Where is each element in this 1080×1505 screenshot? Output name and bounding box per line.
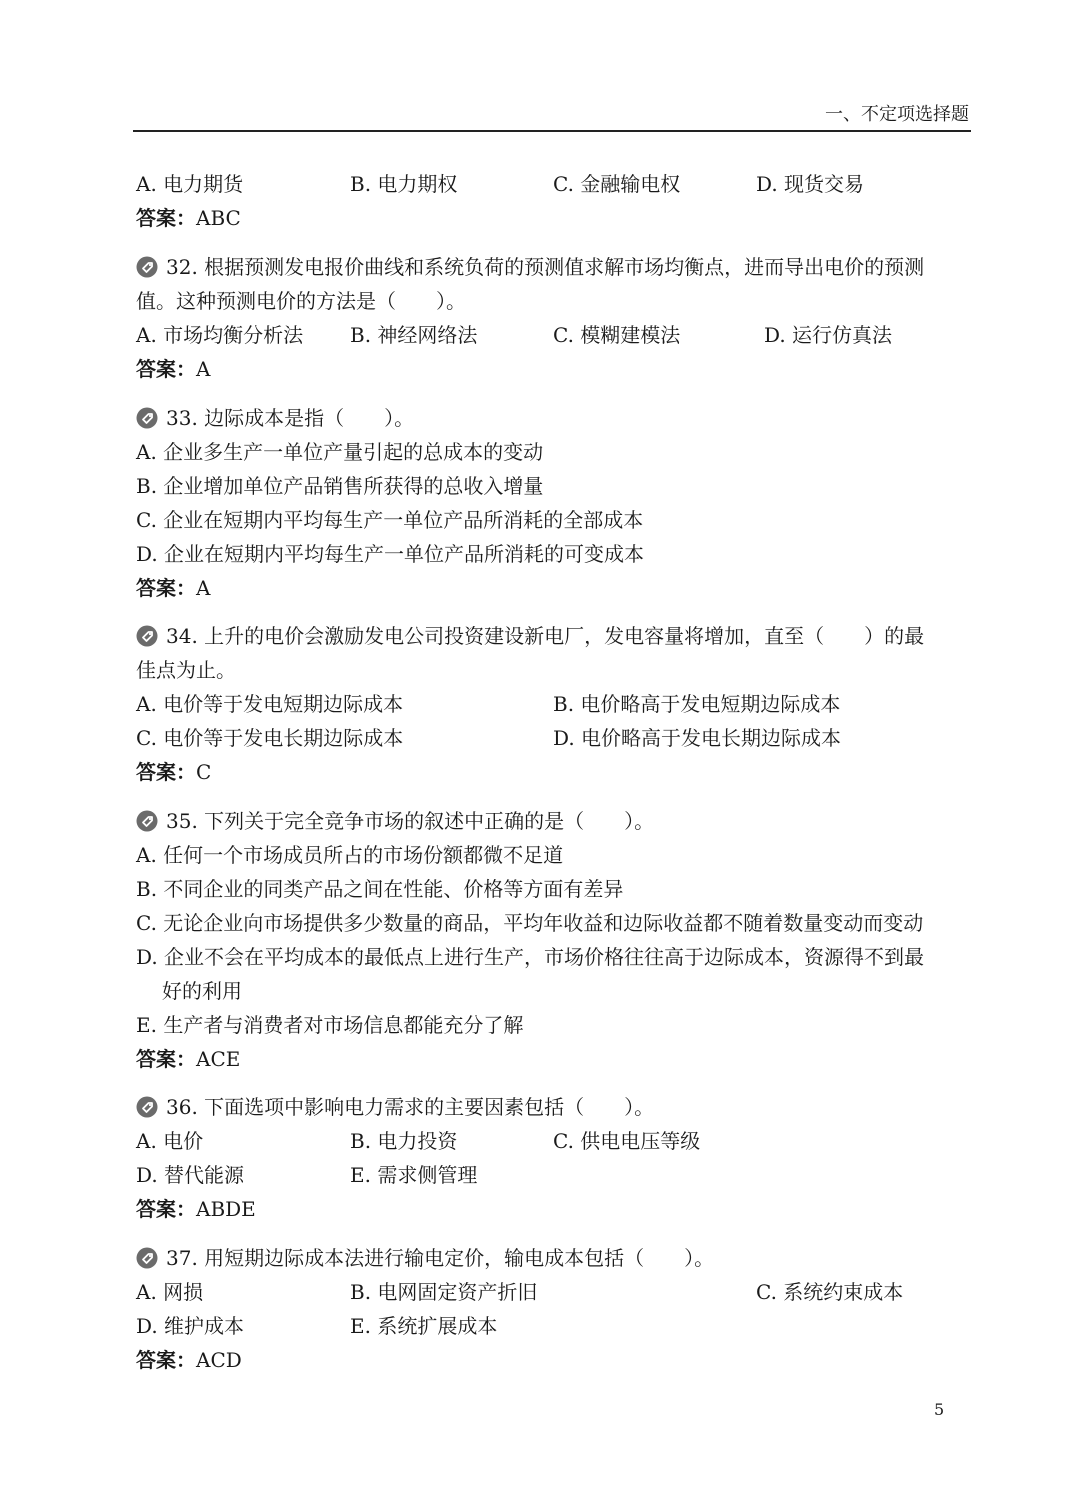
q36-option-a: A. 电价 <box>136 1129 204 1153</box>
question-tag-icon <box>136 407 158 429</box>
answer-value: ABDE <box>196 1197 256 1221</box>
q37-option-c: C. 系统约束成本 <box>756 1280 904 1304</box>
q34-option-d: D. 电价略高于发电长期边际成本 <box>553 726 842 750</box>
q36-option-d: D. 替代能源 <box>136 1163 245 1187</box>
q33-line1: 33. 边际成本是指（ ）。 <box>166 406 415 430</box>
q31-option-d: D. 现货交易 <box>756 172 865 196</box>
q34-line1: 34. 上升的电价会激励发电公司投资建设新电厂，发电容量将增加，直至（ ）的最 <box>166 624 925 648</box>
page-header <box>133 100 971 132</box>
question-tag-icon <box>136 625 158 647</box>
q35-option-d-cont: 好的利用 <box>162 979 242 1003</box>
q35-stem <box>136 807 654 835</box>
question-tag-icon <box>136 1247 158 1269</box>
q32-option-d: D. 运行仿真法 <box>764 323 893 347</box>
q36-option-b: B. 电力投资 <box>350 1129 458 1153</box>
q37-line1: 37. 用短期边际成本法进行输电定价，输电成本包括（ ）。 <box>166 1246 715 1270</box>
q36-answer <box>136 1195 256 1223</box>
question-tag-icon <box>136 256 158 278</box>
page-number: 5 <box>934 1400 945 1419</box>
q36-option-e: E. 需求侧管理 <box>350 1163 478 1187</box>
q33-option-c: C. 企业在短期内平均每生产一单位产品所消耗的全部成本 <box>136 508 644 532</box>
answer-value: ABC <box>196 206 241 230</box>
q35-option-a: A. 任何一个市场成员所占的市场份额都微不足道 <box>136 843 564 867</box>
q36-option-c: C. 供电电压等级 <box>553 1129 701 1153</box>
q37-option-d: D. 维护成本 <box>136 1314 245 1338</box>
q32-option-a: A. 市场均衡分析法 <box>136 323 304 347</box>
answer-label: 答案： <box>136 206 196 230</box>
q33-option-d: D. 企业在短期内平均每生产一单位产品所消耗的可变成本 <box>136 542 645 566</box>
answer-label: 答案： <box>136 760 196 784</box>
q35-option-b: B. 不同企业的同类产品之间在性能、价格等方面有差异 <box>136 877 624 901</box>
q32-line2: 值。这种预测电价的方法是（ ）。 <box>136 289 466 313</box>
q32-stem <box>136 253 924 281</box>
q32-option-b: B. 神经网络法 <box>350 323 478 347</box>
q32-line1: 32. 根据预测发电报价曲线和系统负荷的预测值求解市场均衡点，进而导出电价的预测 <box>166 255 925 279</box>
q35-line1: 35. 下列关于完全竞争市场的叙述中正确的是（ ）。 <box>166 809 655 833</box>
q31-option-c: C. 金融输电权 <box>553 172 681 196</box>
answer-label: 答案： <box>136 1197 196 1221</box>
q35-option-c: C. 无论企业向市场提供多少数量的商品，平均年收益和边际收益都不随着数量变动而变动 <box>136 911 924 935</box>
answer-value: ACD <box>196 1348 242 1372</box>
answer-label: 答案： <box>136 1047 196 1071</box>
answer-label: 答案： <box>136 576 196 600</box>
answer-value: A <box>196 357 211 381</box>
answer-value: C <box>196 760 212 784</box>
header-title: 一、不定项选择题 <box>825 104 969 125</box>
question-tag-icon <box>136 810 158 832</box>
q33-stem <box>136 404 414 432</box>
q37-option-b: B. 电网固定资产折旧 <box>350 1280 538 1304</box>
q33-answer <box>136 574 210 602</box>
answer-value: ACE <box>196 1047 241 1071</box>
q34-answer <box>136 758 211 786</box>
q32-option-c: C. 模糊建模法 <box>553 323 681 347</box>
q36-stem <box>136 1093 654 1121</box>
q35-option-e: E. 生产者与消费者对市场信息都能充分了解 <box>136 1013 524 1037</box>
question-tag-icon <box>136 1096 158 1118</box>
q32-answer <box>136 355 210 383</box>
q34-stem <box>136 622 924 650</box>
q37-option-e: E. 系统扩展成本 <box>350 1314 498 1338</box>
q33-option-a: A. 企业多生产一单位产量引起的总成本的变动 <box>136 440 544 464</box>
q33-option-b: B. 企业增加单位产品销售所获得的总收入增量 <box>136 474 544 498</box>
q34-option-a: A. 电价等于发电短期边际成本 <box>136 692 404 716</box>
q37-answer <box>136 1346 242 1374</box>
q37-option-a: A. 网损 <box>136 1280 204 1304</box>
answer-label: 答案： <box>136 357 196 381</box>
q34-line2: 佳点为止。 <box>136 658 236 682</box>
q37-stem <box>136 1244 714 1272</box>
q34-option-c: C. 电价等于发电长期边际成本 <box>136 726 404 750</box>
q35-answer <box>136 1045 240 1073</box>
q36-line1: 36. 下面选项中影响电力需求的主要因素包括（ ）。 <box>166 1095 655 1119</box>
q35-option-d: D. 企业不会在平均成本的最低点上进行生产，市场价格往往高于边际成本，资源得不到最 <box>136 945 925 969</box>
q31-option-a: A. 电力期货 <box>136 172 244 196</box>
answer-label: 答案： <box>136 1348 196 1372</box>
q31-option-b: B. 电力期权 <box>350 172 458 196</box>
q31-answer <box>136 204 241 232</box>
q34-option-b: B. 电价略高于发电短期边际成本 <box>553 692 841 716</box>
answer-value: A <box>196 576 211 600</box>
